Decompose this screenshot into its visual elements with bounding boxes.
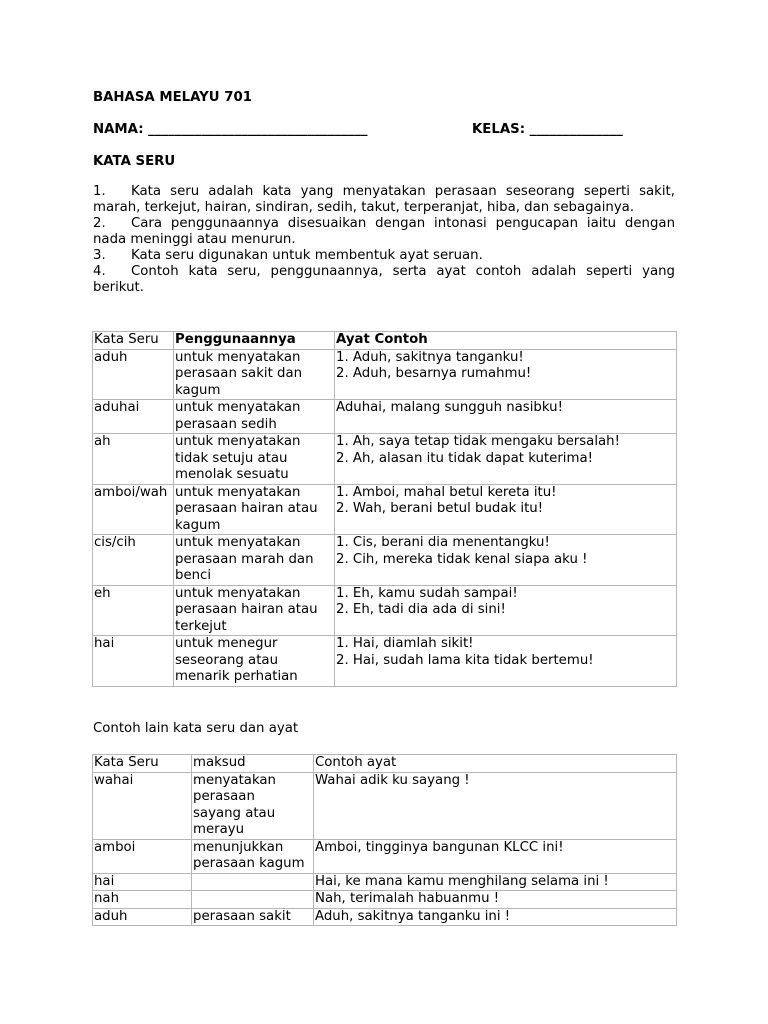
penggunaan-cell-line: untuk menyatakan [175,400,301,415]
kata-seru-cell: hai [93,636,174,687]
header-kata-seru: Kata Seru [93,755,192,773]
penggunaan-cell-line: untuk menyatakan [175,535,301,550]
penggunaan-cell-line: terkejut [175,618,227,634]
subject-title: BAHASA MELAYU 701 [93,90,252,105]
ayat-contoh-cell [335,484,677,535]
header-ayat-contoh: Ayat Contoh [335,332,677,350]
ayat-contoh-cell-line: 2. Cih, mereka tidak kenal siapa aku ! [336,551,588,567]
maksud-cell-line: perasaan kagum [193,856,305,871]
penggunaan-cell-line: menolak sesuatu [175,467,289,482]
penggunaan-cell-line: untuk menyatakan [175,484,301,500]
maksud-cell-line: merayu [193,822,245,837]
kata-seru-cell: aduh [93,349,174,400]
penggunaan-cell-line: perasaan marah dan [175,551,314,567]
kata-seru-cell: hai [93,873,192,891]
penggunaan-cell-line: kagum [175,517,221,533]
notes-list [93,184,675,296]
table-row [93,839,677,873]
table-row [93,585,677,636]
header-maksud: maksud [192,755,314,773]
note-item: 3. Kata seru digunakan untuk membentuk ayat seruan. [93,248,483,263]
note-item: 4. Contoh kata seru, penggunaannya, serta ayat contoh adalah seperti yang berikut. [93,264,675,295]
ayat-contoh-cell-line: 2. Aduh, besarnya rumahmu! [336,366,532,381]
table-header-row [93,755,677,773]
penggunaan-cell-line: kagum [175,382,221,398]
kata-seru-cell: wahai [93,772,192,839]
table-row [93,434,677,485]
penggunaan-cell [174,349,335,400]
ayat-contoh-cell-line: 2. Eh, tadi dia ada di sini! [336,602,506,617]
ayat-contoh-cell-line: 2. Hai, sudah lama kita tidak bertemu! [336,652,594,668]
contoh-ayat-cell: Aduh, sakitnya tanganku ini ! [314,908,677,926]
penggunaan-cell-line: perasaan sedih [175,416,277,432]
contoh-ayat-cell: Nah, terimalah habuanmu ! [314,891,677,909]
maksud-cell-line: perasaan [193,789,255,804]
ayat-contoh-cell-line: 1. Ah, saya tetap tidak mengaku bersalah! [336,434,620,449]
header-kata-seru: Kata Seru [93,332,174,350]
note-item: 2. Cara penggunaannya disesuaikan dengan intonasi pengucapan iaitu dengan nada meninggi atau menurun. [93,216,675,247]
ayat-contoh-cell-line: 2. Ah, alasan itu tidak dapat kuterima! [336,450,593,466]
penggunaan-cell-line: seseorang atau [175,652,278,668]
kata-seru-cell: nah [93,891,192,909]
kata-seru-cell: aduh [93,908,192,926]
kelas-field: KELAS: ______________ [472,122,623,137]
kata-seru-cell: aduhai [93,400,174,434]
penggunaan-cell-line: untuk menyatakan [175,434,301,449]
table-row [93,891,677,909]
penggunaan-cell [174,636,335,687]
header-contoh-ayat: Contoh ayat [314,755,677,773]
ayat-contoh-cell-line: 1. Aduh, sakitnya tanganku! [336,349,524,365]
penggunaan-cell [174,484,335,535]
table-row [93,349,677,400]
contoh-lain-table [92,754,677,926]
table-row [93,400,677,434]
contoh-ayat-cell: Amboi, tingginya bangunan KLCC ini! [314,839,677,873]
ayat-contoh-cell [335,585,677,636]
maksud-cell [192,772,314,839]
penggunaan-cell-line: perasaan hairan atau [175,602,318,617]
table-row [93,636,677,687]
penggunaan-cell-line: menarik perhatian [175,669,298,684]
table-row [93,908,677,926]
maksud-cell-line: sayang atau [193,805,276,821]
kata-seru-cell: amboi [93,839,192,873]
penggunaan-cell-line: tidak setuju atau [175,450,288,466]
maksud-cell [192,839,314,873]
maksud-cell [192,873,314,891]
header-penggunaannya: Penggunaannya [174,332,335,350]
penggunaan-cell [174,535,335,586]
kata-seru-cell: amboi/wah [93,484,174,535]
penggunaan-cell [174,434,335,485]
ayat-contoh-cell-line: Aduhai, malang sungguh nasibku! [336,400,563,415]
contoh-ayat-cell: Hai, ke mana kamu menghilang selama ini ! [314,873,677,891]
ayat-contoh-cell-line: 1. Cis, berani dia menentangku! [336,535,550,550]
penggunaan-cell-line: perasaan hairan atau [175,501,318,516]
ayat-contoh-cell-line: 1. Eh, kamu sudah sampai! [336,585,518,601]
table-row [93,772,677,839]
penggunaan-cell [174,585,335,636]
ayat-contoh-cell-line: 1. Hai, diamlah sikit! [336,636,474,651]
kata-seru-cell: eh [93,585,174,636]
nama-field: NAMA: _________________________________ [93,122,368,137]
maksud-cell-line: menunjukkan [193,839,284,855]
maksud-cell [192,891,314,909]
ayat-contoh-cell [335,400,677,434]
ayat-contoh-cell [335,349,677,400]
note-item: 1. Kata seru adalah kata yang menyatakan perasaan seseorang seperti sakit, marah, terkejut, hairan, sindiran, sedih, takut, terperanjat, hiba, dan sebagainya. [93,184,675,215]
kata-seru-table [92,331,677,687]
ayat-contoh-cell [335,434,677,485]
ayat-contoh-cell [335,636,677,687]
penggunaan-cell-line: untuk menyatakan [175,585,301,601]
table-row [93,873,677,891]
table2-title: Contoh lain kata seru dan ayat [93,721,299,736]
ayat-contoh-cell-line: 1. Amboi, mahal betul kereta itu! [336,484,557,500]
section-title: KATA SERU [93,154,176,169]
table-row [93,535,677,586]
penggunaan-cell-line: benci [175,568,212,583]
penggunaan-cell-line: untuk menyatakan [175,349,301,365]
ayat-contoh-cell-line: 2. Wah, berani betul budak itu! [336,501,544,516]
penggunaan-cell [174,400,335,434]
table-header-row [93,332,677,350]
kata-seru-cell: ah [93,434,174,485]
table-row [93,484,677,535]
contoh-ayat-cell: Wahai adik ku sayang ! [314,772,677,839]
ayat-contoh-cell [335,535,677,586]
maksud-cell-line: menyatakan [193,772,276,788]
maksud-cell-line: perasaan sakit [193,908,291,924]
penggunaan-cell-line: perasaan sakit dan [175,366,303,381]
kata-seru-cell: cis/cih [93,535,174,586]
maksud-cell [192,908,314,926]
penggunaan-cell-line: untuk menegur [175,636,278,651]
